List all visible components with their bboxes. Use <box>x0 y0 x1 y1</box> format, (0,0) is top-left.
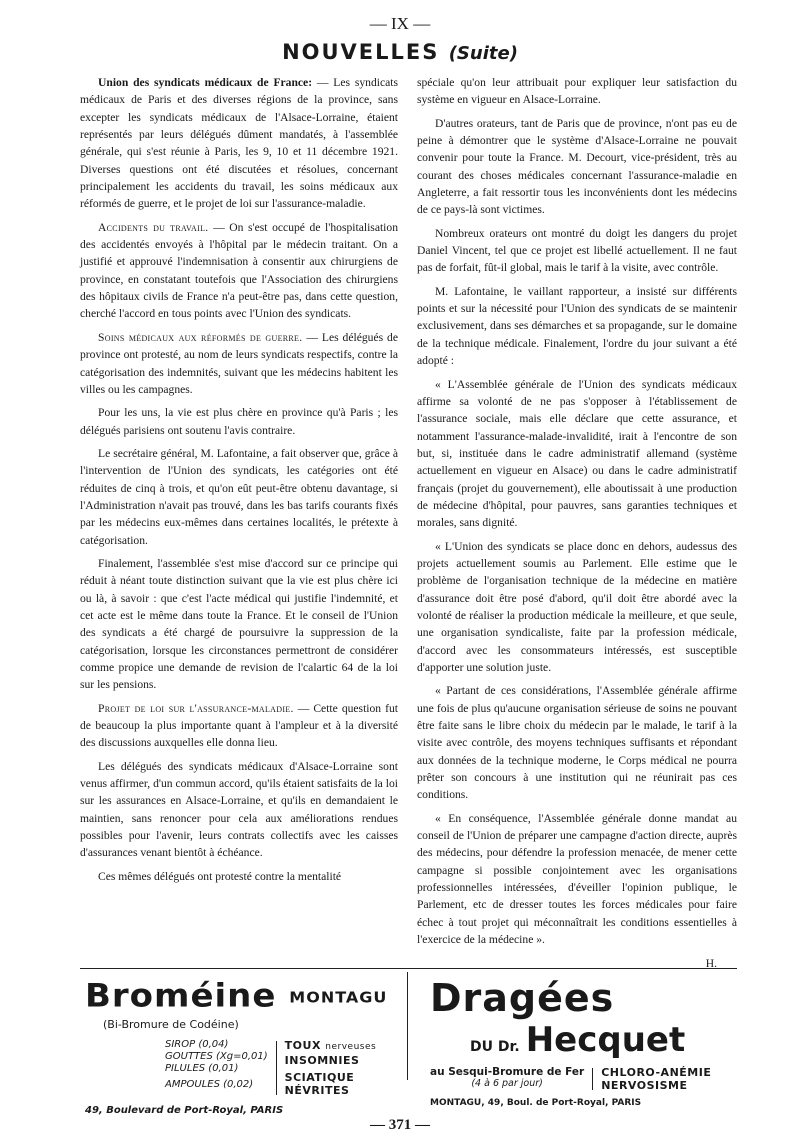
paragraph-text: « L'Union des syndicats se place donc en dehors, audessus des projets actuellement soumis au Parlement. Elle estime que le problème de l'organisation technique de la médecine en matière d'assurance doit être posé d'abord, qu'il doit être abordé avec la volonté de réaliser la production médicale la meilleure, et que seule, une organisation syndicaliste, faite par la profession médicale, d'accord avec les consommateurs intéressés, est susceptible d'apporter une solution juste. <box>417 539 737 674</box>
bromeine-brand <box>85 977 400 1015</box>
paragraph <box>417 283 737 370</box>
paragraph <box>80 74 398 213</box>
bracket <box>592 1068 593 1090</box>
use-item: NÉVRITES <box>284 1084 350 1097</box>
bromeine-table <box>165 1039 400 1097</box>
paragraph-text: Nombreux orateurs ont montré du doigt les dangers du projet Daniel Vincent, tel que ce projet est libellé actuellement. Il ne faut pas de forfait, fût-il global, mais le tarif à la visite, avec contrôle. <box>417 226 737 275</box>
signature: H. <box>705 956 717 970</box>
paragraph-text: Ces mêmes délégués ont protesté contre la mentalité <box>98 869 342 883</box>
left-column <box>80 74 398 891</box>
bromeine-uses <box>285 1039 377 1097</box>
paragraph-lead: Projet de loi sur l'assurance-maladie. <box>98 701 294 715</box>
hecquet-du: DU Dr. <box>470 1039 520 1055</box>
paragraph <box>80 700 398 752</box>
paragraph-text: Finalement, l'assemblée s'est mise d'accord sur ce principe qui réduit à néant toute distinction suivant que la vie est plus chère ici ou là, à savoir : que c'est l'acte médical qui justifie l'indemnité, et cet acte est le même dans toute la France. Et le conseil de l'Union des syndicats a été chargé de poursuivre la suppression de la catégorisation, lorsque les circonstances permettront de considérer comme propice une demande de revision de l'calartic 64 de la loi sur les pensions. <box>80 556 398 692</box>
form-item: PILULES (0,01) <box>165 1063 239 1074</box>
hecquet-address: MONTAGU, 49, Boul. de Port-Royal, PARIS <box>430 1098 642 1108</box>
paragraph <box>80 758 398 862</box>
use-item: NERVOSISME <box>601 1079 688 1092</box>
use-item: CHLORO-ANÉMIE <box>601 1066 712 1079</box>
paragraph-text: — On s'est occupé de l'hospitalisation des accidentés envoyés à l'hôpital par le médecin traitant. On a justifié et approuvé l'indemnisation à consentir aux chirurgiens de province, en constatant toutefois que l'Association des chirurgiens des hôpitaux civils de France n'a peut-être pas, dans cette question, cherché l'accord en tous points avec l'Union des syndicats. <box>80 220 398 321</box>
hecquet-details <box>430 1066 740 1092</box>
paragraph <box>80 445 398 549</box>
page-number: — 371 — <box>370 1117 430 1133</box>
form-item: SIROP (0,04) <box>165 1039 229 1050</box>
paragraph <box>417 810 737 949</box>
form-item: GOUTTES (Xg=0,01) <box>165 1051 268 1062</box>
paragraph <box>80 868 398 885</box>
paragraph <box>80 555 398 694</box>
paragraph-text: Les délégués des syndicats médicaux d'Alsace-Lorraine sont venus affirmer, d'un commun accord, qu'ils étaient satisfaits de la loi sur les assurances en Alsace-Lorraine, et qu'ils en demandaient le maintien, sans renoncer pour cela aux améliorations rendues possibles pour l'avenir, leurs contrats collectifs avec les caisses d'assurances venant bientôt à échéance. <box>80 759 398 860</box>
bromeine-name: Broméine <box>85 977 277 1015</box>
paragraph-text: — Les syndicats médicaux de Paris et des diverses régions de la province, sans excepter les syndicats médicaux de l'Alsace-Lorraine, étaient représentés par leurs délégués dûment mandatés, à l'assemblée générale, qui s'est réunie à Paris, les 9, 10 et 11 décembre 1921. Diverses questions ont été discutées et résolues, concernant principalement les accidents du travail, les soins médicaux aux réformés de guerre, et le projet de loi sur l'assurance-maladie. <box>80 76 398 211</box>
bromeine-forms <box>165 1039 268 1097</box>
paragraph-lead: Accidents du travail. <box>98 220 209 234</box>
ad-divider <box>407 972 408 1080</box>
hecquet-uses <box>601 1066 711 1092</box>
use-item: TOUX <box>284 1039 321 1052</box>
paragraph <box>80 329 398 398</box>
paragraph-lead: Union des syndicats médicaux de France: <box>98 76 313 89</box>
hecquet-line2: (4 à 6 par jour) <box>471 1078 543 1089</box>
paragraph-text: — Les délégués de province ont protesté, au nom de leurs syndicats respectifs, contre la catégorisation des indemnités, suivant que les médecins habitent les villes ou les campagnes. <box>80 330 398 396</box>
paragraph-text: « L'Assemblée générale de l'Union des syndicats médicaux affirme sa volonté de ne pas s'opposer à l'établissement de l'assurance sociale, mais elle déclare que cette assurance, et notamment l'assurance-malade-invalidité, irait à l'encontre de son but, si, instituée dans le cadre administratif allemand (système actuellement en vigueur en Alsace) ou dans le cadre administratif français (projet du gouvernement), elle aboutissait à une production de médecine d'hôpital, pour pauvres, sans garanties techniques et morales, sans dignité. <box>417 377 737 530</box>
paragraph-lead: Soins médicaux aux réformés de guerre. <box>98 330 303 344</box>
bromeine-subtitle: (Bi-Bromure de Codéine) <box>103 1018 239 1031</box>
form-item: AMPOULES (0,02) <box>165 1079 254 1090</box>
ad-hecquet <box>420 976 740 1108</box>
paragraph-text: « Partant de ces considérations, l'Assemblée générale affirme une fois de plus qu'aucune organisation sérieuse de soins ne pouvant être faite sans le libre choix du médecin par le malade, le tarif à la visite avec contrôle, des moyens techniques suffisants et répondant aux données de la technique moderne, le Corps médical ne pourra prêter son concours à une institution qui ne réunirait pas ces conditions. <box>417 684 737 802</box>
use-item: INSOMNIES <box>284 1054 360 1067</box>
right-column <box>417 74 737 978</box>
paragraph <box>417 115 737 219</box>
page-title <box>0 40 800 64</box>
paragraph <box>417 376 737 532</box>
paragraph <box>417 538 737 677</box>
use-item: SCIATIQUE <box>284 1071 355 1084</box>
paragraph-text: — Cette question fut de beaucoup la plus importante quant à l'ampleur et à la diversité des discussions auxquelles elle donna lieu. <box>80 701 399 750</box>
bromeine-maker: MONTAGU <box>289 988 388 1007</box>
paragraph <box>80 404 398 439</box>
hecquet-composition <box>430 1066 584 1092</box>
title-text: NOUVELLES <box>282 40 440 64</box>
use-item: nerveuses <box>325 1042 377 1052</box>
hecquet-brand: Dragées <box>430 976 615 1020</box>
paragraph <box>80 219 398 323</box>
hecquet-name: Hecquet <box>525 1020 686 1060</box>
hecquet-name-line <box>470 1020 740 1060</box>
paragraph-text: M. Lafontaine, le vaillant rapporteur, a insisté sur différents points et sur la nécessité pour l'Union des syndicats de se maintenir exclusivement, dans ses démarches et sa propagande, sur le domaine de la technique médicale. Finalement, l'ordre du jour suivant a été adopté : <box>417 284 737 368</box>
paragraph-text: Pour les uns, la vie est plus chère en province qu'à Paris ; les délégués parisiens ont soutenu l'avis contraire. <box>80 406 398 437</box>
ad-bromeine <box>85 976 400 1116</box>
paragraph <box>417 682 737 803</box>
bromeine-address: 49, Boulevard de Port-Royal, PARIS <box>85 1105 284 1116</box>
paragraph-text: D'autres orateurs, tant de Paris que de province, n'ont pas eu de peine à démontrer que le système d'Alsace-Lorraine ne pouvait convenir pour toute la France. M. Decourt, vice-président, très au courant des choses médicales concernant l'assurance-maladie en Angleterre, a fait ressortir tous les inconvénients dont les médecins de ce pays-là sont victimes. <box>417 116 737 217</box>
title-suffix: (Suite) <box>448 43 518 64</box>
paragraph-text: spéciale qu'on leur attribuait pour expliquer leur satisfaction du système en vigueur en Alsace-Lorraine. <box>417 76 737 107</box>
paragraph <box>417 225 737 277</box>
paragraph <box>417 74 737 109</box>
ad-top-rule <box>80 968 737 969</box>
page-folio: — IX — <box>369 14 431 33</box>
paragraph-text: Le secrétaire général, M. Lafontaine, a fait observer que, grâce à l'intervention de l'Union des syndicats, les catégories ont été réduites de cinq à trois, et qu'on eût peut-être obtenu davantage, si l'Administration n'avait pas trouvé, dans les bas tarifs courants fixés par les médecins eux-mêmes dans certaines localités, le prétexte à catégorisation. <box>80 446 398 547</box>
hecquet-line1: au Sesqui-Bromure de Fer <box>430 1066 585 1078</box>
bracket <box>276 1041 277 1095</box>
paragraph-text: « En conséquence, l'Assemblée générale donne mandat au conseil de l'Union de préparer une campagne d'action directe, auprès des médecins, pour défendre la profession menacée, de mener cette campagne si possible conjointement avec les organisations professionnelles intéressées, d'éveiller l'opinion publique, le Parlement, etc de dresser toutes les forces médicales pour faire échec à tout projet qui méconnaîtrait les conditions essentielles à l'exercice de la médecine ». <box>417 811 737 947</box>
